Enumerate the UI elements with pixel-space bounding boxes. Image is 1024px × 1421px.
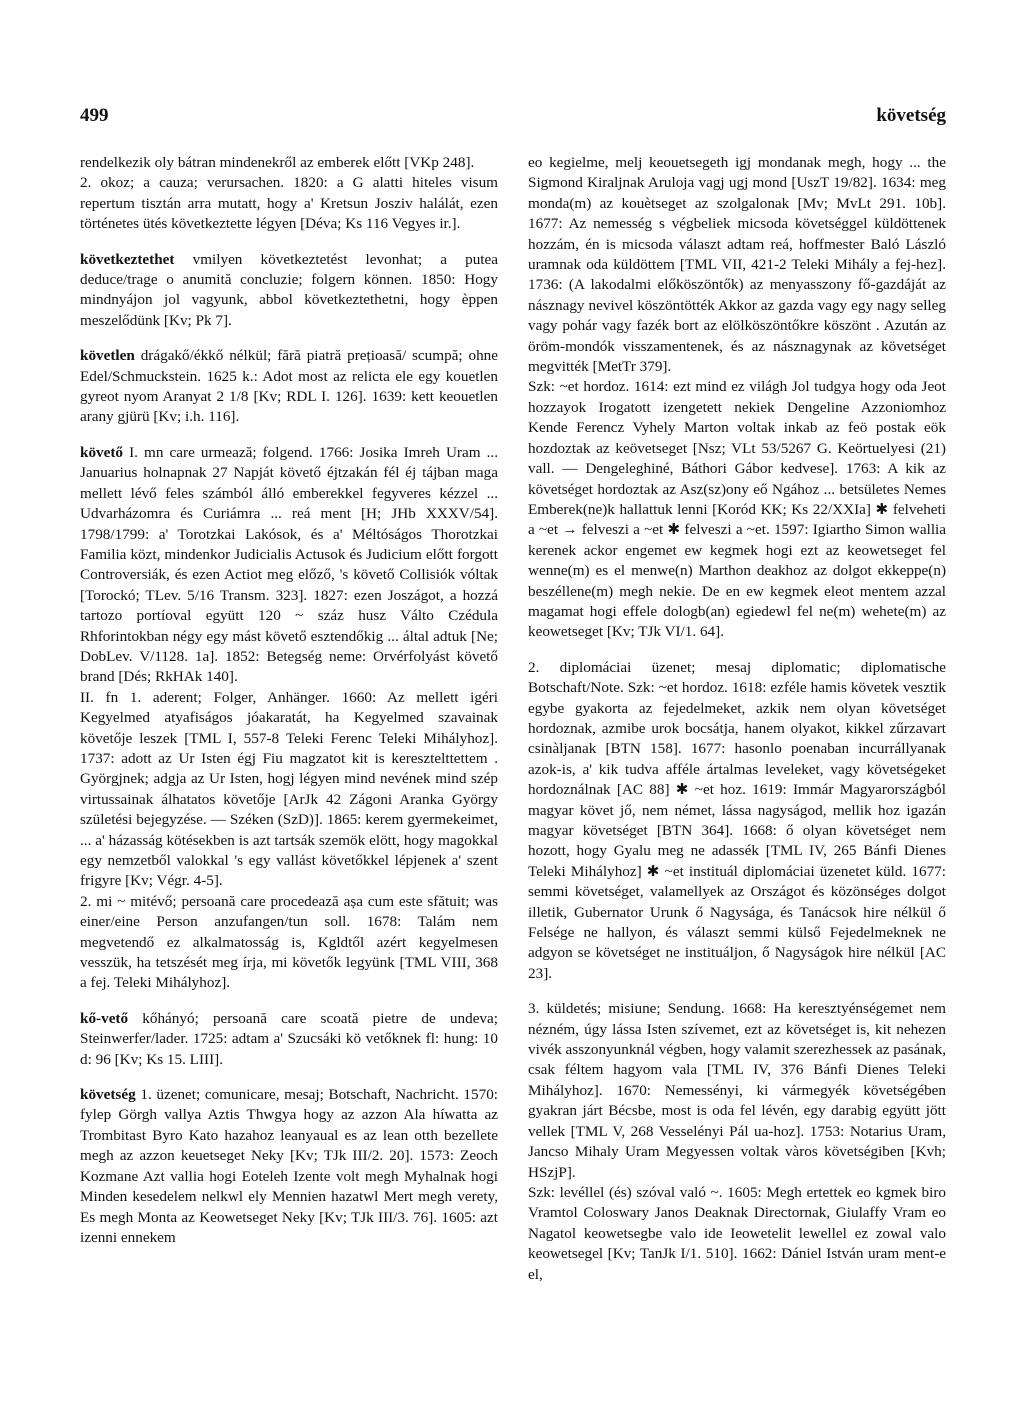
entry-text: 1. üzenet; comunicare, mesaj; Botschaft, Nachricht. 1570: fylep Görgh vallya Aztis Thwgya hogy az azzon Ala híwatta az Trombitast Byro Kato hazahoz leanyaual es az lean otth bezellete megh az azzon keuetseget Neky [Kv; TJk III/2. 20]. 1573: Zeoch Kozmane Azt vallia hogi Eoteleh Izente volt megh Myhalnak hogi Minden kesedelem nelkwl ely Mennien hazatwl Mert megh verety, Es megh Monta az Keowetseget Neky [Kv; TJk III/3. 76]. 1605: azt izenni ennekem [80, 1086, 499, 1246]
entry-text: 3. küldetés; misiune; Sendung. 1668: Ha keresztyénségemet nem nézném, úgy lássa Isten szívemet, ezt az követséget is, kit nehezen vivék asszonyunknál végben, hogy valamit szerezhessek az pasának, csak féltem hagyom vala [TML IV, 376 Bánfi Dienes Teleki Mihályhoz]. 1670: Nemessényi, ki vármegyék követségében gyakran járt Bécsbe, most is oda fel lévén, egy darabig együtt jött vellek [TML V, 268 Vesselényi Pál ua-hoz]. 1753: Notarius Uram, Jancso Mihaly Uram Megyessen voltak vàros követségiben [Kvh; HSzjP]. [528, 1000, 946, 1181]
entry-text: vmilyen következtetést levonhat; a putea deduce/trage o anumită concluzie; folgern können. 1850: Hogy mindnyájon jol vagyunk, abbol következtethetni, hogy èppen meszelődünk [Kv; Pk 7]. [80, 250, 499, 329]
entry-sense-1: I. mn care urmează; folgend. 1766: Josika Imreh Uram ... Januarius holnapnak 27 Napját követő éjtzakán fél éj tájban maga mellett lévő feles számból álló emberekkel fegyveres kézzel ... Udvarházomra és Curiámra ... reá ment [H; JHb XXXV/54]. 1798/1799: a' Torotzkai Lakósok, és a' Méltóságos Thorotzkai Familia közt, mindenkor Judicialis Actusok és Judicium előtt forgott Controversiák, és ezen Actiot meg előző, 's követő Collisiók vóltak [Torockó; TLev. 5/16 Transm. 323]. 1827: ezen Joszágot, a hozzá tartozo portíoval együtt 120 ~ száz husz Válto Czédula Rhforintokban négy egy mást követő esztendőkig ... által adtuk [Ne; DobLev. V/1128. 1a]. 1852: Betegség neme: Orvérfolyást követő brand [Dés; RkHAk 140]. [80, 443, 498, 686]
entry-phrase: Szk: ~et hordoz. 1614: ezt mind ez világh Jol tudgya hogy oda Jeot hozzayok Irogatott izengetett nekiek Dengeline Azzoniomhoz Kende Ferencz Vyhely Marton voltak inkab az feö postak eök hozdoztak az keövetseget [Nsz; VLt 53/5267 G. Keörtuelyesi (21) vall. — Dengeleghiné, Báthori Gábor kedvese]. 1763: A kik az követséget hordoztak az Asz(sz)ony eő Ngához ... betsületes Nemes Emberek(ne)k hallattuk lenni [Koród KK; Ks 22/XXIa] ✱ felveheti a ~et → felveszi a ~et ✱ felveszi a ~et. 1597: Igiartho Simon wallia kerenek ackor engemet ew kegmek hogi ezt az keowetseget fel wenne(m) es el menwe(n) Marthon deakhoz az dolgot ekkeppe(n) beszéllene(m) megh nekie. De en ew kegmek eleot mentem azzal magamat hogi effele dologb(an) egiedewl fel ne(m) wehete(m) az keowetseget [Kv; TJk VI/1. 64]. [528, 378, 946, 641]
entry-phrase: Szk: levéllel (és) szóval való ~. 1605: Megh ertettek eo kgmek biro Vramtol Coloswary Janos Deaknak Directornak, Giulaffy Vram eo Nagatol keowetsegbe valo ide Ieowetelit lewellel ez zowal valo keowetsegel [Kv; TanJk I/1. 510]. 1662: Dániel István uram ment-e el, [528, 1183, 946, 1283]
entry-continuation [80, 153, 498, 235]
entry-kovetseg-sense-3 [528, 999, 946, 1285]
left-column [80, 153, 498, 1263]
entry-headword: kő-vető [80, 1009, 129, 1027]
right-column [528, 153, 946, 1300]
page-header [80, 105, 946, 135]
page-number: 499 [80, 105, 109, 126]
entry-text: 2. diplomáciai üzenet; mesaj diplomatic; diplomatische Botschaft/Note. Szk: ~et hordoz. 1618: ezféle hamis követek vesztik egybe gyakorta az fejedelmeket, azkik nem olyan követséget hordoznak, azmibe urok bocsátja, hanem olyakot, kikkel zűrzavart csinàljanak [BTN 158]. 1677: hasonlo poenaban incurrállyanak azok-is, a' kik tudva afféle ártalmas leveleket, vagy követségeket hordoználnak [AC 88] ✱ ~et hoz. 1619: Immár Magyarországból magyar követ jő, nem német, lássa nagyságod, mellik hoz igazán magyar követséget [BTN 364]. 1668: ő olyan követséget nem hozott, hogy Gyalu meg ne adassék [TML IV, 265 Bánfi Dienes Teleki Mihályhoz] ✱ ~et instituál diplomáciai üzenetet küld. 1677: semmi követséget, valamellyek az Országot és közönséges dolgot illetik, Gubernator Urunk ő Nagysága, és Tanácsok hire nélkül ő Felsége ne hallyon, és választ semmi külső Fejedelmeknek ne adgyon se követséget ne instituáljon, ő Nagyságok hire nélkül [AC 23]. [528, 658, 946, 982]
entry-headword: következtethet [80, 250, 175, 268]
entry-text: drágakő/ékkő nélkül; fără piatră prețioasă/ scumpă; ohne Edel/Schmuckstein. 1625 k.: Adot most az relicta ele egy kouetlen gyreot nyom Aranyat 2 1/8 [Kv; RDL I. 126]. 1639: kett keouetlen arany gjürü [Kv; i.h. 116]. [80, 347, 498, 426]
entry-text: kőhányó; persoană care scoată pietre de undeva; Steinwerfer/lader. 1725: adtam a' Szucsáki kö vetőknek fl: hung: 10 d: 96 [Kv; Ks 15. LIII]. [80, 1009, 498, 1068]
entry-kovetlen [80, 346, 498, 428]
entry-kovetseg-sense-2 [528, 658, 946, 985]
entry-headword: követség [80, 1086, 136, 1104]
entry-sense-2: II. fn 1. aderent; Folger, Anhänger. 1660: Az mellett igéri Kegyelmed atyafiságos jóakaratát, ha Kegyelmed szavainak követője leszek [TML I, 557-8 Teleki Ferenc Teleki Mihályhoz]. 1737: adott az Ur Isten égj Fiu magzatot kit is keresztelttettem . Györgjnek; adgja az Ur Isten, hogj légyen mind nevének mind szép virtussainak álhatatos követője [ArJk 42 Zágoni Aranka György születési bejegyzése. — Széken (SzD)]. 1865: kerem gyermekeimet, ... a' házasság kötésekben is azt tartsák szemök elött, hogy magokkal egy nemzetből valokkal 's egy vallást követőkkel lépjenek a' szent frigyre [Kv; Végr. 4-5]. [80, 688, 498, 890]
entry-kovetseg [80, 1085, 498, 1248]
entry-headword: követlen [80, 347, 135, 365]
entry-ko-veto [80, 1009, 498, 1070]
entry-text: eo kegielme, melj keouetsegeth igj mondanak megh, hogy ... the Sigmond Kiraljnak Aruloja vagj ugj mond [UszT 19/82]. 1634: meg monda(m) az kouètseget az szolgalonak [Mv; MvLt 291. 10b]. 1677: Az nemesség s végbeliek micsoda követséggel küldöttenek hozzám, én is micsoda választ adtam reá, hoffmester Baló László uramnak oda küldöttem [TML VII, 421-2 Teleki Mihály a fej-hez]. 1736: (A lakodalmi előköszöntők) az menyasszony fő-gazdáját az násznagy nevivel köszöntötték Akkor az gazda vagy egy nagy selleg vagy pohár vagy fazék bort az elölköszöntőkre köszönt . Azután az öröm-mondók visszamentenek, és az násznagynak az követséget megvitték [MetTr 379]. [528, 154, 946, 376]
entry-kovetkeztethet [80, 250, 498, 332]
entry-kovetseg-cont [528, 153, 946, 643]
entry-koveto [80, 443, 498, 994]
running-head: követség [876, 105, 946, 126]
entry-sense-2: 2. okoz; a cauza; verursachen. 1820: a G alatti hiteles visum repertum tisztán arra mutatt, hogy a' Kretsun Josziv halálát, ezen történetes ütés következtette légyen [Déva; Ks 116 Vegyes ir.]. [80, 174, 498, 233]
entry-text: rendelkezik oly bátran mindenekről az emberek előtt [VKp 248]. [80, 154, 475, 171]
entry-sense-3: 2. mi ~ mitévő; persoană care procedează așa cum este sfătuit; was einer/eine Person anzufangen/tun soll. 1678: Talám nem megvetendő ez alkalmatosság is, Kgldtől azért kegyelmesen vesszük, ha tetszését meg írja, mi követők legyünk [TML VIII, 368 a fej. Teleki Mihályhoz]. [80, 892, 498, 992]
entry-headword: követő [80, 443, 124, 461]
